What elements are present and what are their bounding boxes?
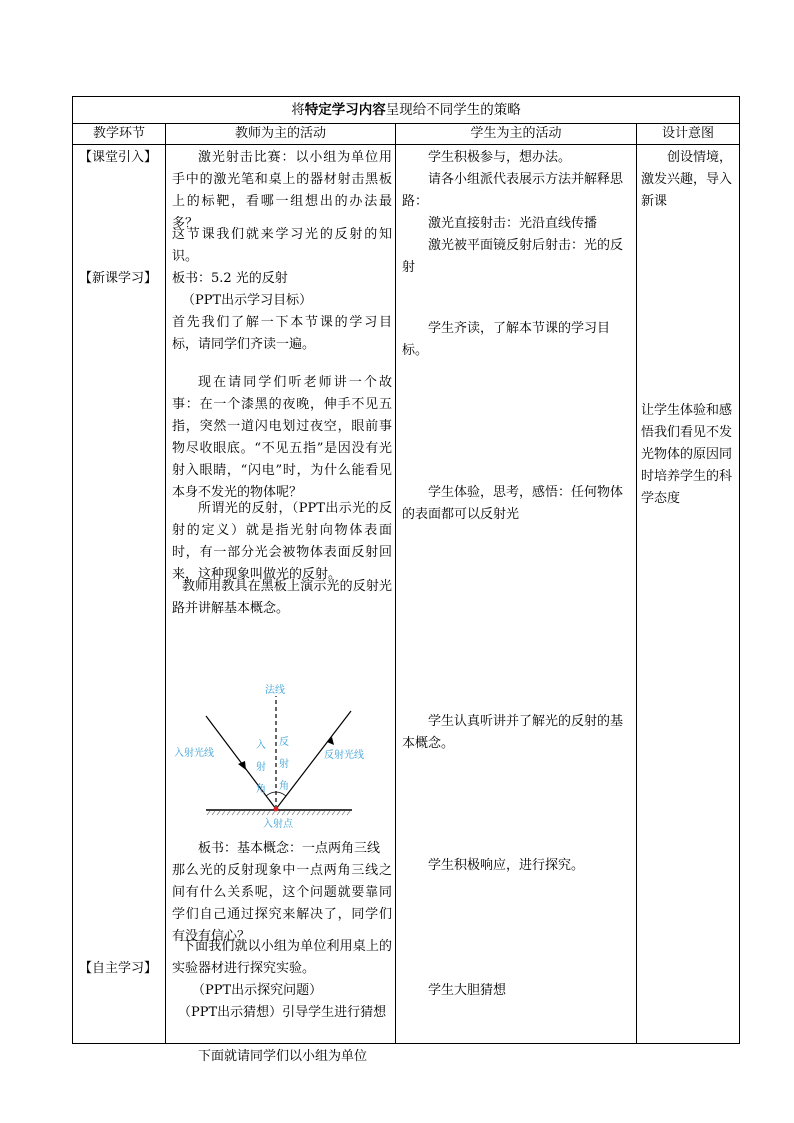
reflected-ray-label: 反射光线 <box>324 750 364 761</box>
student-text-4: 激光被平面镜反射后射击：光的反射 <box>402 238 624 275</box>
incident-point-label: 入射点 <box>263 819 293 830</box>
mirror-hatching <box>207 811 350 815</box>
incident-arrow <box>238 761 246 770</box>
teacher-text-9: 板书：基本概念：一点两角三线 <box>198 841 381 856</box>
student-cell <box>396 145 637 1044</box>
incident-angle-char-3: 角 <box>256 784 266 795</box>
intent-cell <box>637 145 740 1044</box>
stage-self-study: 【自主学习】 <box>79 961 158 976</box>
header-row <box>73 124 740 145</box>
teacher-text-11: 下面我们就以小组为单位利用桌上的实验器材进行探究实验。 <box>172 939 392 976</box>
teacher-text-8: 教师用教具在黑板上演示光的反射光路并讲解基本概念。 <box>172 579 392 616</box>
student-text-2: 请各小组派代表展示方法并解释思路： <box>402 172 624 209</box>
teacher-text-14: 下面就请同学们以小组为单位 <box>198 1049 368 1064</box>
header-student: 学生为主的活动 <box>396 124 637 145</box>
reflect-angle-char-1: 反 <box>279 737 289 748</box>
teacher-cell <box>166 145 396 1064</box>
incident-ray-label: 入射光线 <box>174 748 214 759</box>
header-teacher: 教师为主的活动 <box>166 124 396 145</box>
title-prefix: 将 <box>291 102 305 118</box>
header-stage: 教学环节 <box>73 124 166 145</box>
intent-text-1: 创设情境，激发兴趣，导入新课 <box>641 150 733 209</box>
intent-text-2: 让学生体验和感悟我们看见不发光物体的原因同时培养学生的科学态度 <box>641 403 733 506</box>
content-row <box>73 145 740 1044</box>
teacher-text-13: （PPT出示猜想）引导学生进行猜想 <box>178 1005 387 1020</box>
teacher-text-5: 首先我们了解一下本节课的学习目标，请同学们齐读一遍。 <box>172 315 392 352</box>
teacher-text-10: 那么光的反射现象中一点两角三线之间有什么关系呢，这个问题就要靠同学们自己通过探究来解决了，同学们有没有信心？ <box>172 863 392 944</box>
incident-point-dot <box>274 807 279 812</box>
light-reflection-diagram <box>166 682 395 832</box>
table-title <box>73 97 740 124</box>
student-text-3: 激光直接射击：光沿直线传播 <box>428 216 598 231</box>
normal-label: 法线 <box>265 685 285 696</box>
stage-new-lesson: 【新课学习】 <box>79 271 158 286</box>
teacher-text-7: 所谓光的反射，（PPT出示光的反射的定义）就是指光射向物体表面时，有一部分光会被物体表面反射回来，这种现象叫做光的反射。 <box>172 501 392 582</box>
teacher-text-1: 激光射击比赛：以小组为单位用手中的激光笔和桌上的器材射击黑板上的标靶，看哪一组想出的办法最多？ <box>172 150 392 231</box>
student-text-5: 学生齐读，了解本节课的学习目标。 <box>402 321 611 358</box>
title-bold: 特定学习内容 <box>304 102 386 118</box>
stage-cell <box>73 145 166 1044</box>
reflect-angle-char-2: 射 <box>279 759 289 770</box>
header-intent: 设计意图 <box>637 124 740 145</box>
lesson-plan-table <box>72 96 740 1064</box>
teacher-text-6: 现在请同学们听老师讲一个故事：在一个漆黑的夜晚，伸手不见五指，突然一道闪电划过夜空，眼前事物尽收眼底。“不见五指”是因没有光射入眼睛，“闪电”时，为什么能看见本身不发光的物体呢？ <box>172 375 392 500</box>
student-text-1: 学生积极参与，想办法。 <box>428 150 572 165</box>
student-text-6: 学生体验，思考，感悟：任何物体的表面都可以反射光 <box>402 485 624 522</box>
incident-angle-char-2: 射 <box>256 762 266 773</box>
student-text-8: 学生积极响应，进行探究。 <box>428 858 585 873</box>
stage-intro: 【课堂引入】 <box>79 150 158 165</box>
student-text-7: 学生认真听讲并了解光的反射的基本概念。 <box>402 714 624 751</box>
teacher-text-2: 这节课我们就来学习光的反射的知识。 <box>172 227 392 264</box>
teacher-text-12: （PPT出示探究问题） <box>192 983 323 998</box>
reflect-angle-char-3: 角 <box>279 781 289 792</box>
incident-angle-char-1: 入 <box>256 740 266 751</box>
teacher-text-3: 板书：5.2 光的反射 <box>172 271 288 286</box>
student-text-9: 学生大胆猜想 <box>428 983 507 998</box>
reflect-angle-arc <box>276 792 286 796</box>
teacher-text-4: （PPT出示学习目标） <box>182 293 313 308</box>
title-suffix: 呈现给不同学生的策略 <box>385 102 521 118</box>
incident-angle-arc <box>266 792 276 796</box>
